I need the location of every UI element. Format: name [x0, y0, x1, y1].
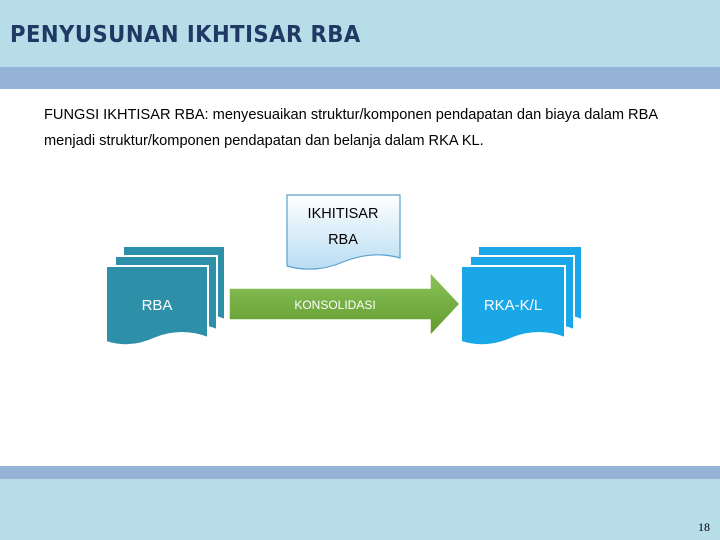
konsolidasi-label: KONSOLIDASI	[294, 298, 376, 312]
ikhtisar-note-line1: IKHITISAR	[307, 206, 379, 222]
description-text: FUNGSI IKHTISAR RBA: menyesuaikan struktur/komponen pendapatan dan biaya dalam RBA menjadi struktur/komponen pendapatan dan belanja dalam RKA KL.	[44, 107, 658, 149]
ikhtisar-note-line2: RBA	[328, 232, 358, 248]
rka-label: RKA-K/L	[483, 297, 543, 314]
rka-document-stack	[461, 246, 582, 345]
konsolidasi-arrow	[229, 272, 460, 336]
slide-title: PENYUSUNAN IKHTISAR RBA	[10, 22, 361, 48]
rba-document-stack	[106, 246, 225, 345]
ikhtisar-note	[287, 195, 400, 269]
page-number: 18	[698, 520, 710, 534]
rba-label: RBA	[141, 297, 173, 314]
